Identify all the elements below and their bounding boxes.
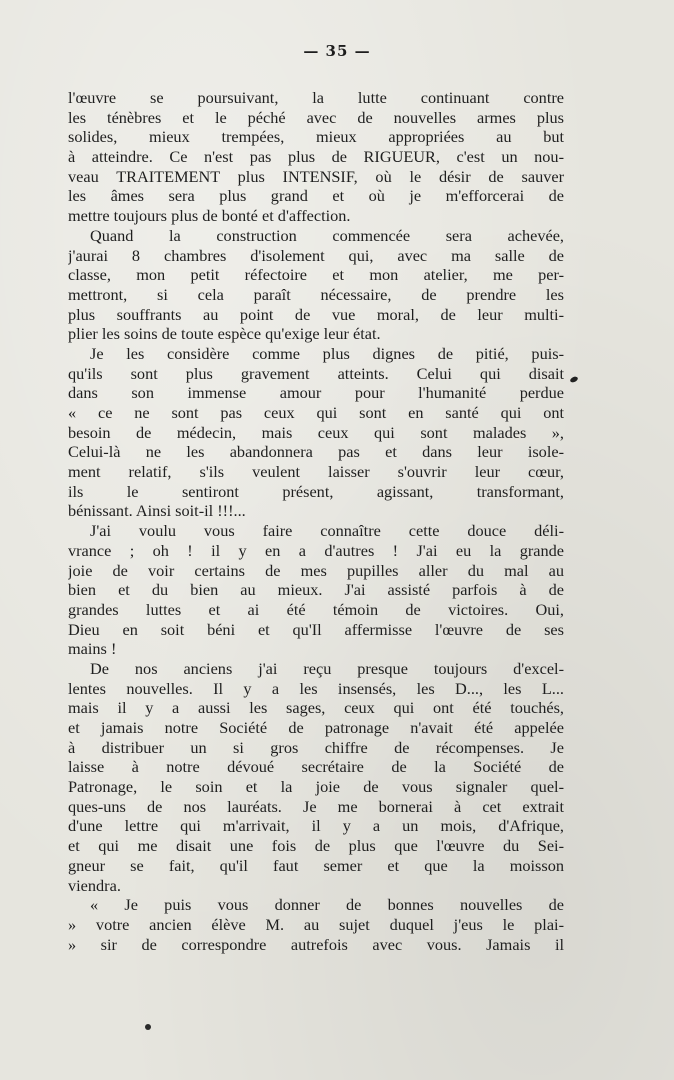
text-line: dans son immense amour pour l'humanité perdue (68, 383, 564, 403)
text-line: solides, mieux trempées, mieux appropriées au but (68, 127, 564, 147)
text-line: d'une lettre qui m'arrivait, il y a un mois, d'Afrique, (68, 816, 564, 836)
text-line: veau TRAITEMENT plus INTENSIF, où le désir de sauver (68, 166, 564, 186)
text-line: joie de voir certains de mes pupilles aller du mal au (68, 560, 564, 580)
text-line: J'ai voulu vous faire connaître cette douce déli- (90, 521, 564, 541)
text-line: à distribuer un si gros chiffre de récompenses. Je (68, 737, 564, 757)
text-line: ils le sentiront présent, agissant, transformant, (68, 481, 564, 501)
text-line: Je les considère comme plus dignes de pitié, puis- (90, 343, 564, 363)
text-line: laisse à notre dévoué secrétaire de la Société de (68, 757, 564, 777)
text-line: mettre toujours plus de bonté et d'affection. (68, 206, 351, 226)
text-line: les âmes sera plus grand et où je m'efforcerai de (68, 186, 564, 206)
text-line: « ce ne sont pas ceux qui sont en santé qui ont (68, 403, 564, 422)
text-line: Dieu en soit béni et qu'Il affermisse l'œuvre de ses (68, 619, 564, 639)
text-line: et qui me disait une fois de plus que l'œuvre du Sei- (68, 836, 564, 856)
text-line: Quand la construction commencée sera achevée, (90, 225, 564, 245)
text-line: « Je puis vous donner de bonnes nouvelles de (90, 895, 564, 915)
text-line: gneur se fait, qu'il faut semer et que la moisson (68, 855, 564, 875)
text-line: plier les soins de toute espèce qu'exige leur état. (68, 324, 381, 344)
text-line: » votre ancien élève M. au sujet duquel j'eus le plai- (68, 914, 564, 934)
text-line: ques-uns de nos lauréats. Je me bornerai à cet extrait (68, 796, 564, 816)
page-number: — 35 — (303, 42, 371, 60)
text-line: classe, mon petit réfectoire et mon atelier, me per- (68, 265, 564, 285)
text-line: mettront, si cela paraît nécessaire, de prendre les (68, 284, 564, 304)
text-line: De nos anciens j'ai reçu presque toujours d'excel- (90, 658, 564, 678)
text-line: bénissant. Ainsi soit-il !!!... (68, 501, 246, 521)
text-line: à atteindre. Ce n'est pas plus de RIGUEUR, c'est un nou- (68, 147, 564, 167)
text-line: viendra. (68, 875, 121, 895)
text-line: les ténèbres et le péché avec de nouvelles armes plus (68, 107, 564, 127)
text-line: bien et du bien au mieux. J'ai assisté parfois à de (68, 580, 564, 600)
ink-dot (145, 1024, 151, 1030)
text-line: mais il y a aussi les sages, ceux qui ont été touchés, (68, 698, 564, 718)
text-line: ment relatif, s'ils veulent laisser s'ouvrir leur cœur, (68, 462, 564, 482)
text-line: qu'ils sont plus gravement atteints. Celui qui disait (68, 363, 564, 383)
text-line: Celui-là ne les abandonnera pas et dans leur isole- (68, 442, 564, 462)
text-line: grandes luttes et ai été témoin de victoires. Oui, (68, 599, 564, 619)
text-line: lentes nouvelles. Il y a les insensés, les D..., les L... (68, 678, 564, 698)
text-line: et jamais notre Société de patronage n'avait été appelée (68, 718, 564, 737)
body-text (68, 88, 564, 954)
ink-fleck (569, 376, 578, 384)
text-line: j'aurai 8 chambres d'isolement qui, avec ma salle de (68, 245, 564, 265)
text-line: mains ! (68, 639, 117, 659)
text-line: plus souffrants au point de vue moral, de leur multi- (68, 304, 564, 324)
text-line: » sir de correspondre autrefois avec vous. Jamais il (68, 934, 564, 954)
text-line: l'œuvre se poursuivant, la lutte continuant contre (68, 88, 564, 107)
text-line: besoin de médecin, mais ceux qui sont malades », (68, 422, 564, 442)
text-line: vrance ; oh ! il y en a d'autres ! J'ai eu la grande (68, 540, 564, 560)
text-line: Patronage, le soin et la joie de vous signaler quel- (68, 777, 564, 797)
